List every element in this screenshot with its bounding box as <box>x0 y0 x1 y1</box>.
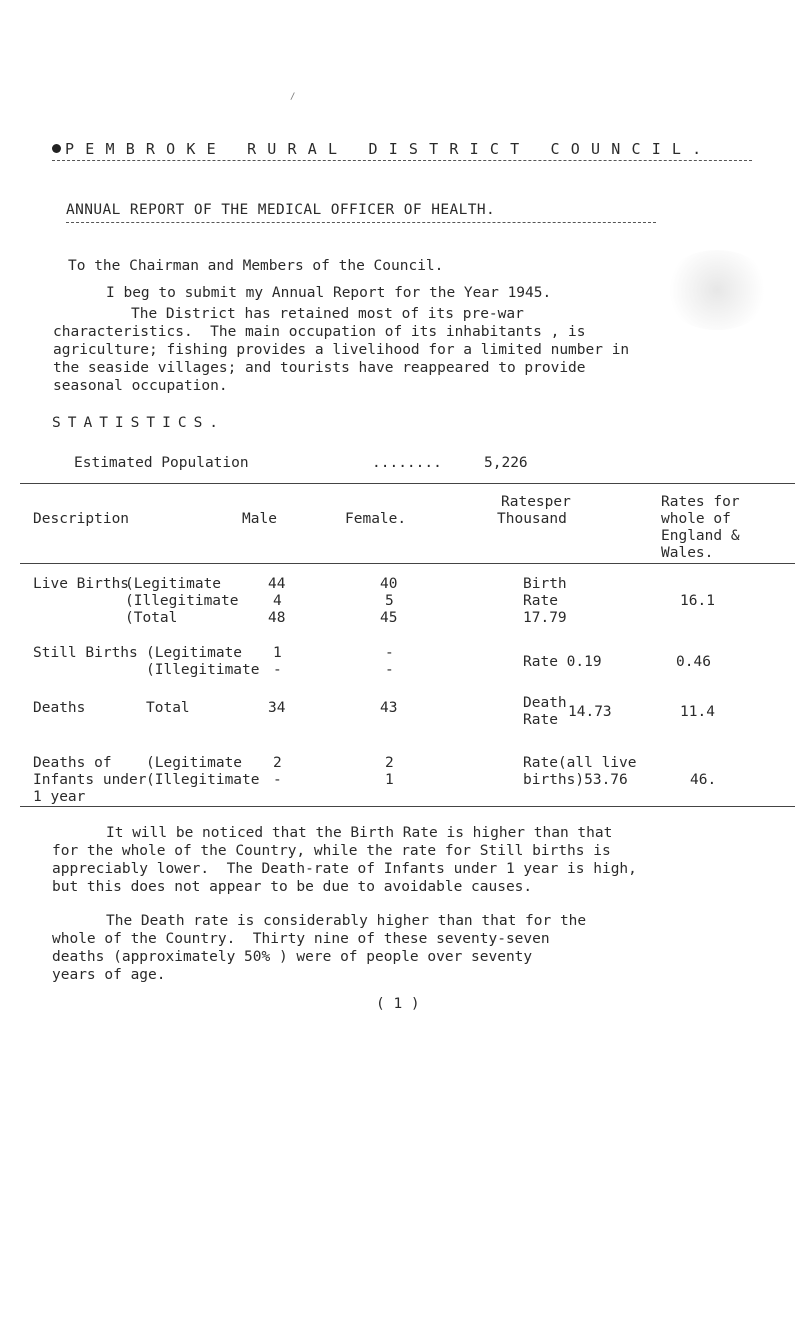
female-value: 43 <box>380 700 398 716</box>
rate-label: Rate <box>523 593 558 609</box>
female-value: - <box>385 645 394 661</box>
england-value: 46. <box>690 772 717 788</box>
male-value: 4 <box>273 593 282 609</box>
row-sub: (Illegitimate <box>146 662 260 678</box>
male-value: 34 <box>268 700 286 716</box>
intro-line: I beg to submit my Annual Report for the Year 1945. <box>106 285 552 301</box>
row-label: Infants under <box>33 772 147 788</box>
male-value: 1 <box>273 645 282 661</box>
row-sub: (Total <box>125 610 178 626</box>
male-value: 2 <box>273 755 282 771</box>
row-sub: (Legitimate <box>146 755 243 771</box>
rate-label: Birth <box>523 576 567 592</box>
table-bottom-rule <box>20 806 795 807</box>
para-line: The District has retained most of its pre-war <box>131 306 524 322</box>
row-sub: (Legitimate <box>125 576 222 592</box>
england-value: 16.1 <box>680 593 715 609</box>
col-england-2: whole of <box>661 511 731 527</box>
para-line: the seaside villages; and tourists have reappeared to provide <box>53 360 586 376</box>
col-rates-1: Ratesper <box>501 494 571 510</box>
para-line: The Death rate is considerably higher than that for the <box>106 913 587 929</box>
paper-smudge <box>662 250 772 330</box>
para-line: appreciably lower. The Death-rate of Infants under 1 year is high, <box>52 861 637 877</box>
row-sub: (Legitimate <box>146 645 243 661</box>
para-line: years of age. <box>52 967 166 983</box>
rate-label: Rate <box>523 712 558 728</box>
council-heading <box>52 140 712 158</box>
rate-value: 14.73 <box>568 704 612 720</box>
row-label: Still Births <box>33 645 138 661</box>
male-value: - <box>273 662 282 678</box>
female-value: 2 <box>385 755 394 771</box>
header-rule <box>52 160 752 161</box>
row-label: Live Births <box>33 576 130 592</box>
col-female: Female. <box>345 511 407 527</box>
row-label: Deaths of <box>33 755 112 771</box>
england-value: 0.46 <box>676 654 711 670</box>
rate-value: 17.79 <box>523 610 567 626</box>
row-sub: (Illegitimate <box>146 772 260 788</box>
row-label: Deaths <box>33 700 86 716</box>
para-line: but this does not appear to be due to avoidable causes. <box>52 879 533 895</box>
rate-label: Death <box>523 695 567 711</box>
rate-line: births)53.76 <box>523 772 628 788</box>
col-rates-2: Thousand <box>497 511 567 527</box>
bullet-icon <box>52 144 61 153</box>
report-title: ANNUAL REPORT OF THE MEDICAL OFFICER OF HEALTH. <box>66 202 496 218</box>
population-value: 5,226 <box>484 455 528 471</box>
para-line: agriculture; fishing provides a livelihood for a limited number in <box>53 342 630 358</box>
male-value: - <box>273 772 282 788</box>
rate-value: Rate 0.19 <box>523 654 602 670</box>
title-rule <box>66 222 656 223</box>
para-line: It will be noticed that the Birth Rate is higher than that <box>106 825 613 841</box>
page-mark: / <box>290 92 296 102</box>
male-value: 44 <box>268 576 286 592</box>
col-description: Description <box>33 511 130 527</box>
female-value: 45 <box>380 610 398 626</box>
page-number: ( 1 ) <box>376 996 420 1012</box>
female-value: - <box>385 662 394 678</box>
row-sub: (Illegitimate <box>125 593 239 609</box>
row-sub: Total <box>146 700 190 716</box>
england-value: 11.4 <box>680 704 715 720</box>
para-line: for the whole of the Country, while the rate for Still births is <box>52 843 611 859</box>
col-england-3: England & <box>661 528 740 544</box>
salutation: To the Chairman and Members of the Council. <box>68 258 444 274</box>
council-name: PEMBROKE RURAL DISTRICT COUNCIL. <box>65 140 713 158</box>
statistics-heading: STATISTICS. <box>52 415 226 431</box>
female-value: 5 <box>385 593 394 609</box>
para-line: characteristics. The main occupation of its inhabitants , is <box>53 324 586 340</box>
population-label: Estimated Population <box>74 455 249 471</box>
row-label: 1 year <box>33 789 86 805</box>
male-value: 48 <box>268 610 286 626</box>
col-male: Male <box>242 511 277 527</box>
female-value: 40 <box>380 576 398 592</box>
para-line: seasonal occupation. <box>53 378 228 394</box>
table-top-rule <box>20 483 795 484</box>
para-line: whole of the Country. Thirty nine of these seventy-seven <box>52 931 550 947</box>
header-bottom-rule <box>20 563 795 564</box>
rate-line: Rate(all live <box>523 755 637 771</box>
female-value: 1 <box>385 772 394 788</box>
population-dots: ........ <box>372 455 442 471</box>
para-line: deaths (approximately 50% ) were of people over seventy <box>52 949 533 965</box>
col-england-1: Rates for <box>661 494 740 510</box>
col-england-4: Wales. <box>661 545 714 561</box>
